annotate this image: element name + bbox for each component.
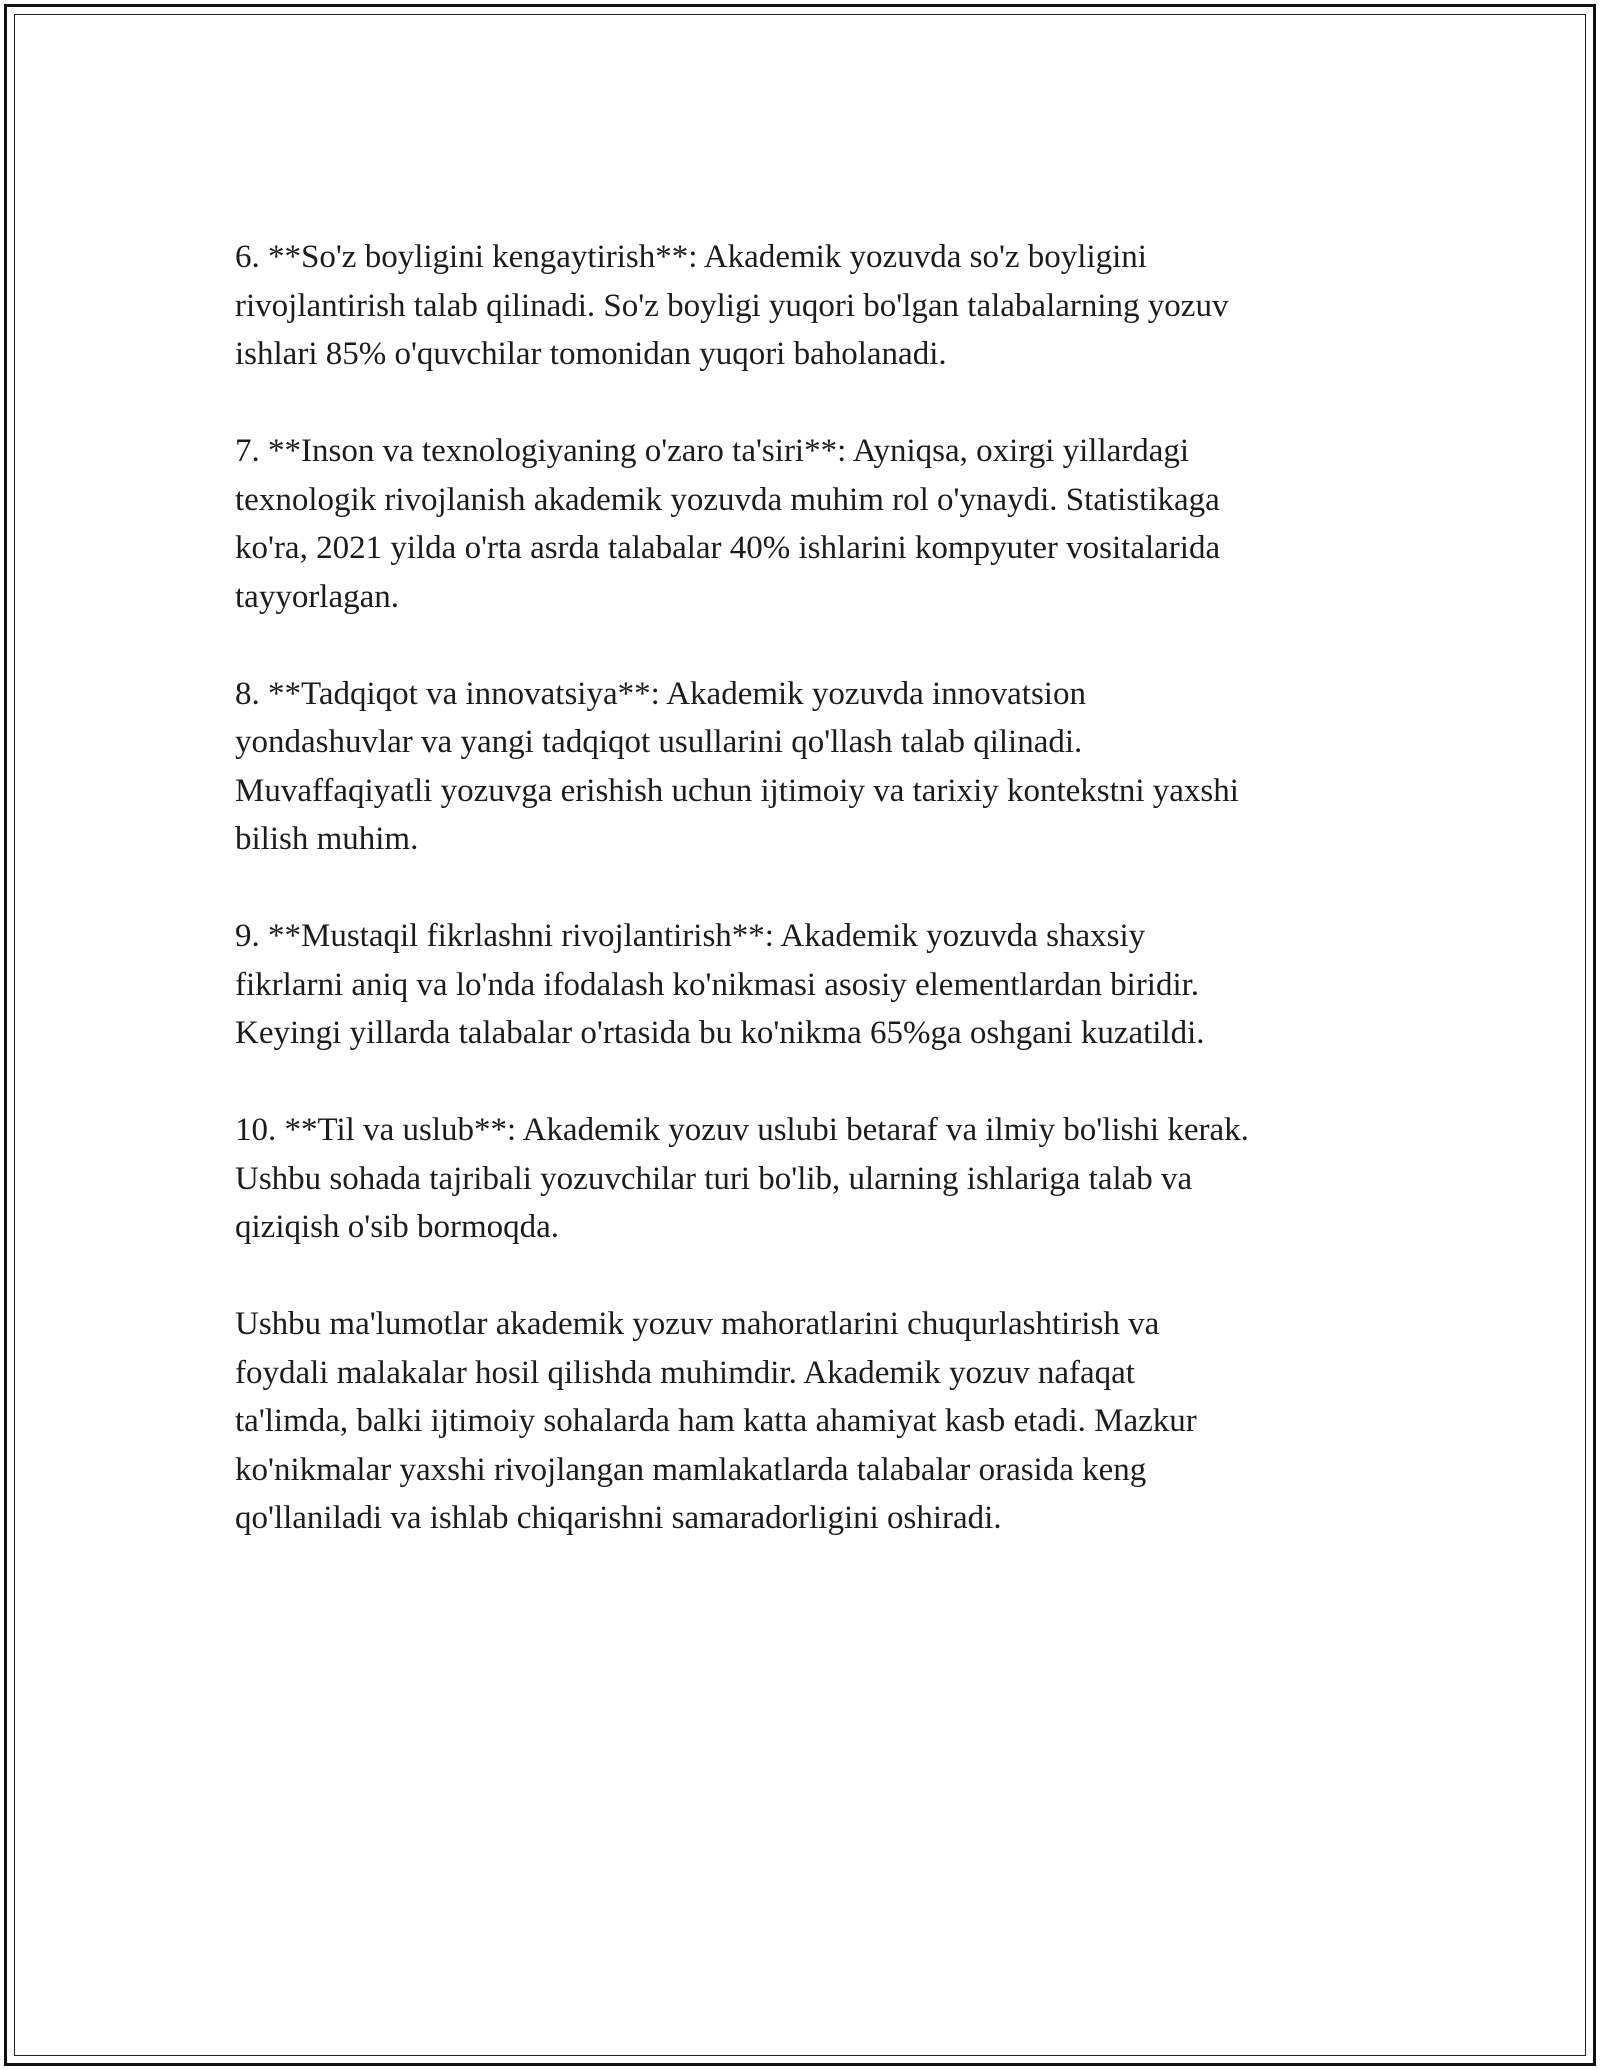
text-line: 7. **Inson va texnologiyaning o'zaro ta'siri**: Ayniqsa, oxirgi yillardagi bbox=[235, 433, 1190, 469]
text-line: ta'limda, balki ijtimoiy sohalarda ham katta ahamiyat kasb etadi. Mazkur bbox=[235, 1403, 1197, 1439]
text-line: 8. **Tadqiqot va innovatsiya**: Akademik yozuvda innovatsion bbox=[235, 675, 1086, 712]
text-line: Keyingi yillarda talabalar o'rtasida bu ko'nikma 65%ga oshgani kuzatildi. bbox=[235, 1015, 1205, 1051]
text-line: ko'nikmalar yaxshi rivojlangan mamlakatlarda talabalar orasida keng bbox=[235, 1451, 1147, 1488]
text-line: yondashuvlar va yangi tadqiqot usullarini qo'llash talab qilinadi. bbox=[235, 724, 1083, 760]
text-line: bilish muhim. bbox=[235, 821, 419, 857]
text-line: qiziqish o'sib bormoqda. bbox=[235, 1209, 560, 1245]
document-body bbox=[235, 233, 1375, 1591]
text-line: rivojlantirish talab qilinadi. So'z boyligi yuqori bo'lgan talabalarning yozuv bbox=[235, 287, 1229, 324]
text-line: Ushbu sohada tajribali yozuvchilar turi bo'lib, ularning ishlariga talab va bbox=[235, 1160, 1193, 1197]
text-line: 10. **Til va uslub**: Akademik yozuv uslubi betaraf va ilmiy bo'lishi kerak. bbox=[235, 1112, 1249, 1148]
text-line: 9. **Mustaqil fikrlashni rivojlantirish**: Akademik yozuvda shaxsiy bbox=[235, 918, 1146, 954]
text-line: Ushbu ma'lumotlar akademik yozuv mahoratlarini chuqurlashtirish va bbox=[235, 1306, 1160, 1342]
text-line: 6. **So'z boyligini kengaytirish**: Akademik yozuvda so'z boyligini bbox=[235, 239, 1147, 275]
text-line: texnologik rivojlanish akademik yozuvda muhim rol o'ynaydi. Statistikaga bbox=[235, 481, 1220, 518]
text-line: ko'ra, 2021 yilda o'rta asrda talabalar 40% ishlarini kompyuter vositalarida bbox=[235, 530, 1221, 566]
paragraph-item-9 bbox=[235, 912, 1375, 1058]
paragraph-item-10 bbox=[235, 1106, 1375, 1252]
paragraph-item-8 bbox=[235, 670, 1375, 864]
text-line: tayyorlagan. bbox=[235, 578, 400, 615]
text-line: qo'llaniladi va ishlab chiqarishni samaradorligini oshiradi. bbox=[235, 1500, 1002, 1536]
paragraph-item-7 bbox=[235, 427, 1375, 621]
text-line: Muvaffaqiyatli yozuvga erishish uchun ijtimoiy va tarixiy kontekstni yaxshi bbox=[235, 772, 1239, 809]
paragraph-conclusion bbox=[235, 1300, 1375, 1543]
text-line: fikrlarni aniq va lo'nda ifodalash ko'nikmasi asosiy elementlardan biridir. bbox=[235, 966, 1200, 1003]
text-line: foydali malakalar hosil qilishda muhimdir. Akademik yozuv nafaqat bbox=[235, 1354, 1135, 1391]
paragraph-item-6 bbox=[235, 233, 1375, 379]
text-line: ishlari 85% o'quvchilar tomonidan yuqori baholanadi. bbox=[235, 336, 947, 372]
